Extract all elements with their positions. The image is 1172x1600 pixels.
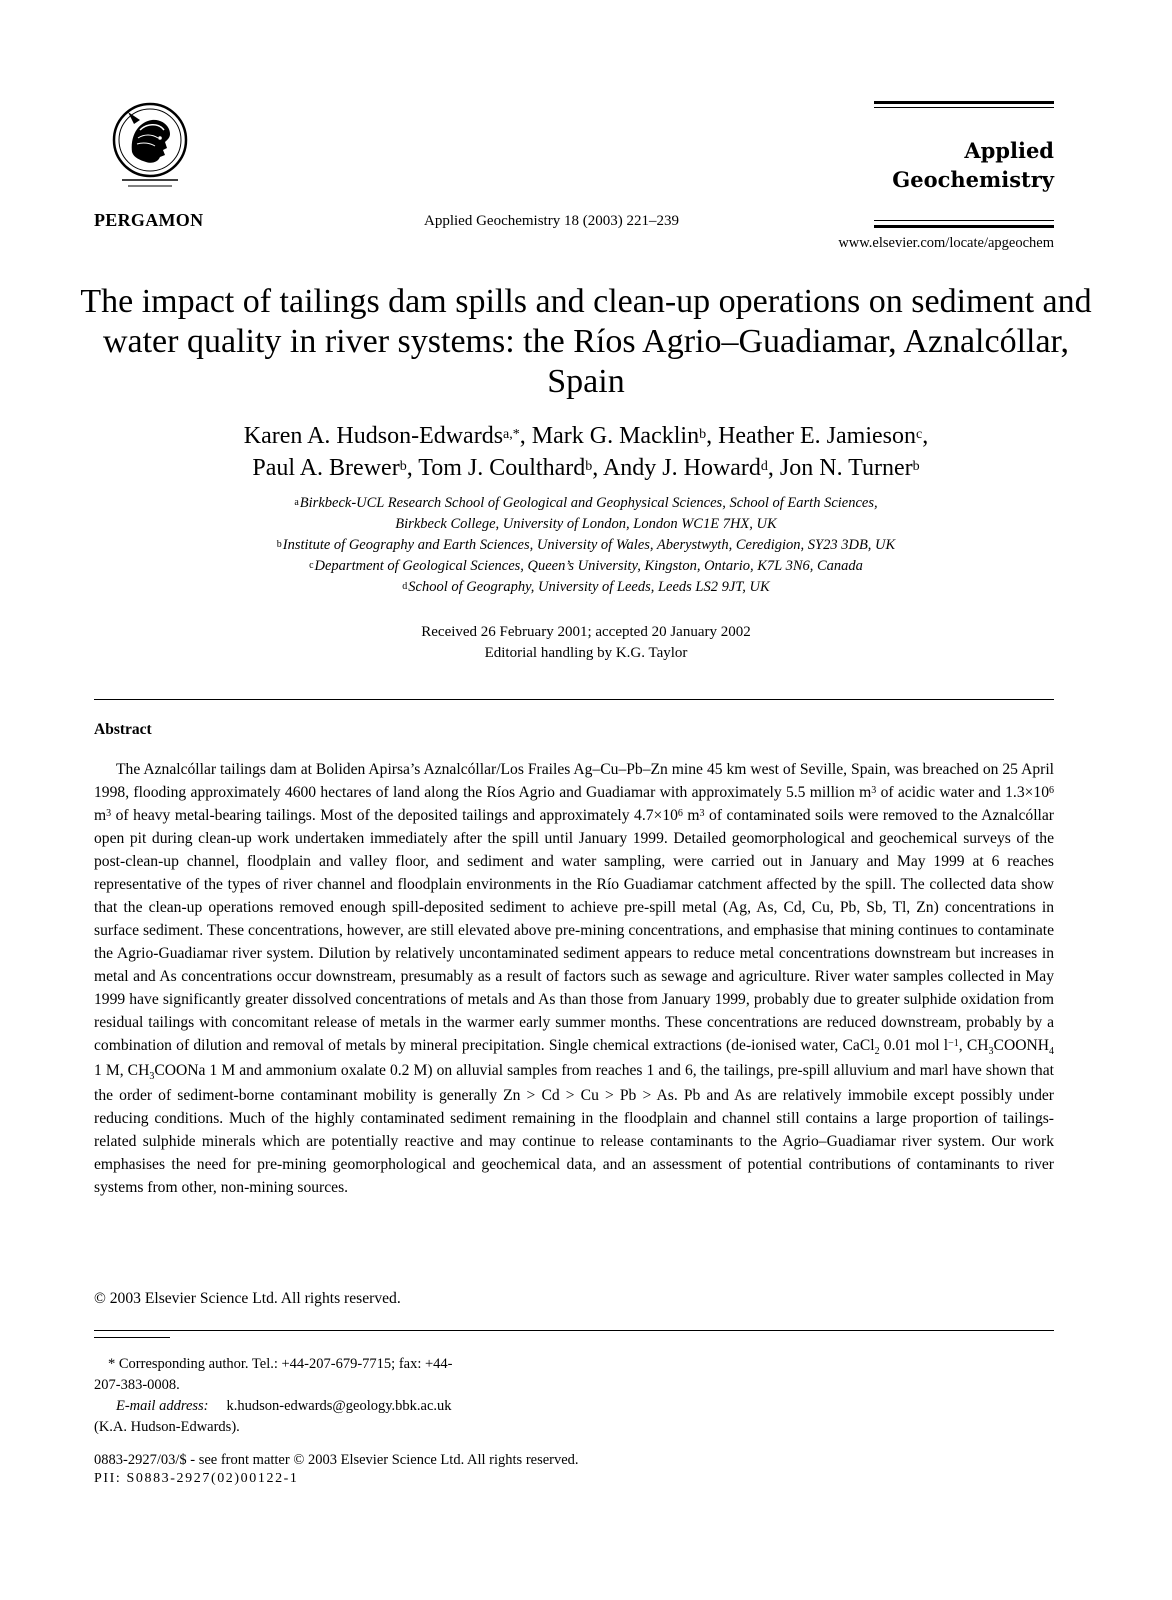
superscript: 6 <box>677 808 683 819</box>
affiliation-mark: a <box>294 497 299 508</box>
author-affiliation-mark: b <box>585 459 593 474</box>
footnote-email-owner: (K.A. Hudson-Edwards). <box>94 1419 240 1435</box>
footnote-rule <box>94 1337 170 1338</box>
author-separator: , <box>406 455 419 481</box>
abstract-segment: 1 M, CH <box>94 1062 150 1079</box>
front-matter-notice: 0883-2927/03/$ - see front matter © 2003 Elsevier Science Ltd. All rights reserved. <box>94 1452 579 1468</box>
author-separator: , <box>519 423 532 449</box>
section-divider <box>94 699 1054 700</box>
affiliation-mark: d <box>402 581 408 592</box>
section-divider <box>94 1330 1054 1331</box>
footnote-email-row <box>94 1396 564 1417</box>
footnote-contact-cont: 207-383-0008. <box>94 1377 180 1393</box>
footnote-contact: * Corresponding author. Tel.: +44-207-679-7715; fax: +44- <box>108 1356 453 1372</box>
journal-name-line: Geochemistry <box>892 167 1054 192</box>
author-separator: , <box>922 423 929 449</box>
affiliation-a <box>80 493 1092 514</box>
abstract-segment: of contaminated soils were removed to the Aznalcóllar open pit during clean-up work undertaken immediately after the spill until January 1999. Detailed geomorphological and geochemical surveys of the post-clean-up channel, floodplain and valley floor, and sediment and water sampling, were carried out in January and May 1999 at 6 reaches representative of the types of river channel and floodplain environments in the Río Guadiamar catchment affected by the spill. The collected data show that the clean-up operations removed enough spill-deposited sediment to achieve pre-spill metal (Ag, As, Cd, Cu, Pb, Sb, Tl, Zn) concentrations in surface sediment. These concentrations, however, are still elevated above pre-mining concentrations, and emphasise that mining continues to contaminate the Agrio-Guadiamar river system. Dilution by relatively uncontaminated sediment appears to reduce metal concentrations downstream but increases in metal and As concentrations occur downstream, presumably as a result of factors such as sewage and agriculture. River water samples collected in May 1999 have significantly greater dissolved concentrations of metals and As than those from January 1999, probably due to greater sulphide oxidation from residual tailings with concomitant release of metals in the warmer early summer months. These concentrations are reduced downstream, probably by a combination of dilution and removal of metals by mineral precipitation. Single chemical extractions (de-ionised water, CaCl <box>94 807 1054 1054</box>
subscript: 3 <box>149 1071 155 1082</box>
abstract-segment: COONa 1 M and ammonium oxalate 0.2 M) on alluvial samples from reaches 1 and 6, the tailings, pre-spill alluvium and marl have shown that the order of sediment-borne contaminant mobility is generally Zn > Cd > Cu > Pb > As. Pb and As are relatively immobile except possibly under reducing conditions. Much of the highly contaminated sediment remaining in the floodplain and channel still contains a large proportion of tailings-related sulphide minerals which are potentially reactive and may continue to release contaminants to the Agrio–Guadiamar river system. Our work emphasises the need for pre-mining geomorphological and geochemical data, and an assessment of potential contributions of contaminants to river systems from other, non-mining sources. <box>94 1062 1054 1196</box>
abstract-heading: Abstract <box>94 721 152 738</box>
author-name[interactable]: Tom J. Coulthard <box>418 455 586 481</box>
pergamon-logo <box>110 100 190 194</box>
affiliation-c <box>80 556 1092 577</box>
journal-name <box>874 136 1054 194</box>
abstract-segment: , CH <box>958 1037 989 1054</box>
abstract-segment: m <box>682 807 700 824</box>
superscript: 3 <box>871 785 877 796</box>
affiliation-d <box>80 577 1092 598</box>
publisher-name: PERGAMON <box>94 210 204 230</box>
author-name[interactable]: Mark G. Macklin <box>531 423 700 449</box>
superscript: −1 <box>948 1038 959 1049</box>
email-label: E-mail address: <box>116 1398 209 1414</box>
pii-identifier: PII: S0883-2927(02)00122-1 <box>94 1471 299 1486</box>
journal-rule <box>874 101 1054 104</box>
editorial-handling: Editorial handling by K.G. Taylor <box>484 645 688 661</box>
affiliation-a-cont: Birkbeck College, University of London, London WC1E 7HX, UK <box>395 516 777 532</box>
author-affiliation-mark: c <box>916 427 923 442</box>
received-date: Received 26 February 2001; accepted 20 January 2002 <box>421 624 751 640</box>
superscript: 3 <box>699 808 705 819</box>
author-list <box>80 420 1092 484</box>
abstract-segment: 0.01 mol l <box>879 1037 949 1054</box>
author-name[interactable]: Heather E. Jamieson <box>718 423 916 449</box>
corresponding-author-footnote <box>94 1354 564 1438</box>
superscript: 6 <box>1049 785 1055 796</box>
article-history <box>80 622 1092 664</box>
affiliation-mark: c <box>309 560 314 571</box>
author-affiliation-mark: b <box>699 427 707 442</box>
abstract-segment: m <box>94 807 107 824</box>
affiliation-text: Birkbeck-UCL Research School of Geological and Geophysical Sciences, School of Earth Sciences, <box>299 495 878 511</box>
author-name[interactable]: Karen A. Hudson-Edwards <box>243 423 504 449</box>
affiliation-mark: b <box>276 539 282 550</box>
author-separator: , <box>767 455 780 481</box>
author-separator: , <box>592 455 603 481</box>
journal-citation: Applied Geochemistry 18 (2003) 221–239 <box>424 213 679 229</box>
author-name[interactable]: Andy J. Howard <box>602 455 761 481</box>
article-title: The impact of tailings dam spills and clean-up operations on sediment and water quality in river systems: the Ríos Agrio–Guadiamar, Aznalcóllar, Spain <box>80 283 1092 400</box>
affiliation-text: School of Geography, University of Leeds, Leeds LS2 9JT, UK <box>408 579 770 595</box>
copyright-notice: © 2003 Elsevier Science Ltd. All rights reserved. <box>94 1290 401 1307</box>
author-affiliation-mark: d <box>760 459 768 474</box>
abstract-segment: of heavy metal-bearing tailings. Most of the deposited tailings and approximately 4.7×10 <box>111 807 678 824</box>
abstract-segment: COONH <box>993 1037 1049 1054</box>
affiliation-text: Department of Geological Sciences, Queen’s University, Kingston, Ontario, K7L 3N6, Canada <box>314 558 863 574</box>
journal-name-line: Applied <box>964 138 1054 163</box>
affiliation-b <box>80 535 1092 556</box>
subscript: 2 <box>874 1046 880 1057</box>
author-separator: , <box>706 423 719 449</box>
journal-rule <box>874 107 1054 108</box>
abstract-text <box>94 758 1054 1199</box>
affiliation-text: Institute of Geography and Earth Sciences, University of Wales, Aberystwyth, Ceredigion, SY23 3DB, UK <box>282 537 896 553</box>
journal-rule <box>874 225 1054 228</box>
author-name[interactable]: Paul A. Brewer <box>252 455 400 481</box>
author-affiliation-mark: b <box>399 459 407 474</box>
subscript: 4 <box>1049 1046 1054 1057</box>
author-affiliation-mark: b <box>912 459 920 474</box>
abstract-segment: The Aznalcóllar tailings dam at Boliden Apirsa’s Aznalcóllar/Los Frailes Ag–Cu–Pb–Zn mine 45 km west of Seville, Spain, was breached on 25 April 1998, flooding approximately 4600 hectares of land along the Ríos Agrio and Guadiamar with approximately 5.5 million m <box>94 761 1054 801</box>
email-link[interactable]: k.hudson-edwards@geology.bbk.ac.uk <box>226 1398 452 1414</box>
affiliation-list <box>80 493 1092 598</box>
subscript: 3 <box>988 1046 994 1057</box>
abstract-segment: of acidic water and 1.3×10 <box>876 784 1050 801</box>
author-affiliation-mark: a,* <box>503 427 520 442</box>
author-name[interactable]: Jon N. Turner <box>779 455 913 481</box>
superscript: 3 <box>106 808 112 819</box>
journal-rule <box>874 220 1054 221</box>
journal-url-link[interactable]: www.elsevier.com/locate/apgeochem <box>838 235 1054 251</box>
